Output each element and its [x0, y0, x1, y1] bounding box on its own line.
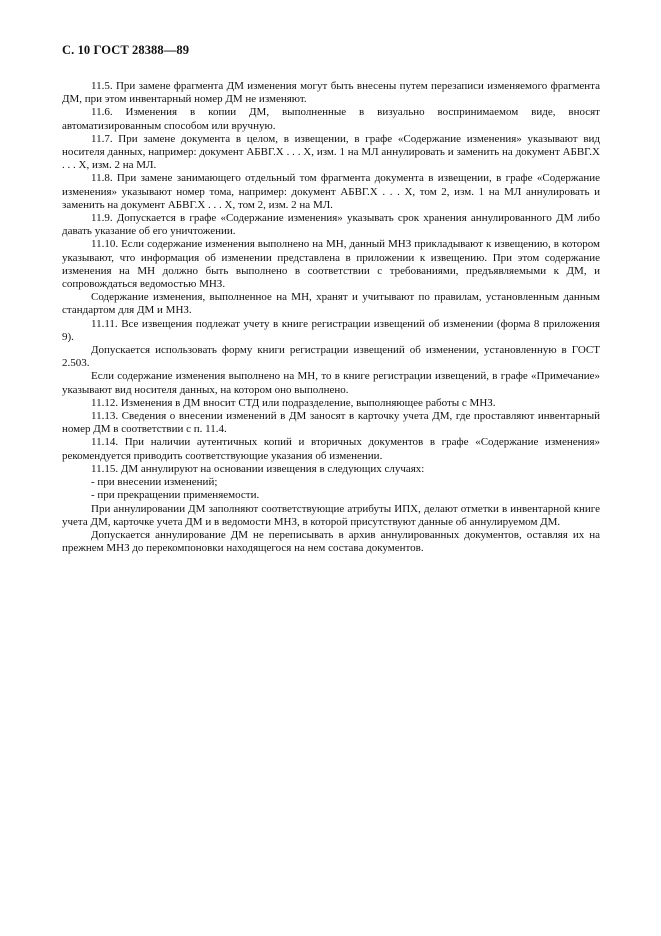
paragraph-11-11: 11.11. Все извещения подлежат учету в книге регистрации извещений об изменении (форма 8 приложения 9). [62, 317, 600, 343]
paragraph-annulment-note: Допускается аннулирование ДМ не переписывать в архив аннулированных документов, оставляя их на прежнем МНЗ до перекомпоновки находящегося на нем состава документов. [62, 528, 600, 555]
paragraph-11-10-note: Содержание изменения, выполненное на МН, хранят и учитывают по правилам, установленным данным стандартом для ДМ и МНЗ. [62, 291, 600, 317]
paragraph-11-7: 11.7. При замене документа в целом, в извещении, в графе «Содержание изменения» указывают вид носителя данных, например: документ АБВГ.Х . . . Х, изм. 1 на МЛ аннулировать и заменить на документ АБВГ.Х . . . Х, изм. 2 на МЛ. [62, 132, 600, 172]
paragraph-11-9: 11.9. Допускается в графе «Содержание изменения» указывать срок хранения аннулированного ДМ либо давать указание об его уничтожении. [62, 212, 600, 238]
body-text [62, 80, 600, 555]
list-item: - при прекращении применяемости. [91, 489, 260, 502]
paragraph-11-13: 11.13. Сведения о внесении изменений в ДМ заносят в карточку учета ДМ, где проставляют инвентарный номер ДМ в соответствии с п. 11.4. [62, 410, 600, 436]
list-item: - при внесении изменений; [91, 476, 218, 489]
paragraph-11-5: 11.5. При замене фрагмента ДМ изменения могут быть внесены путем перезаписи изменяемого фрагмента ДМ, при этом инвентарный номер ДМ не изменяют. [62, 80, 600, 106]
paragraph-11-11-note: Если содержание изменения выполнено на МН, то в книге регистрации извещений, в графе «Примечание» указывают вид носителя данных, на котором оно выполнено. [62, 370, 600, 396]
paragraph-11-6: 11.6. Изменения в копии ДМ, выполненные в визуально воспринимаемом виде, вносят автоматизированным способом или вручную. [62, 106, 600, 132]
paragraph-11-12: 11.12. Изменения в ДМ вносит СТД или подразделение, выполняющее работы с МНЗ. [91, 396, 496, 409]
paragraph-annulment: При аннулировании ДМ заполняют соответствующие атрибуты ИПХ, делают отметки в инвентарной книге учета ДМ, карточке учета ДМ и в ведомости МНЗ, в которой присутствуют данные об аннулируемом ДМ. [62, 502, 600, 528]
paragraph-11-10: 11.10. Если содержание изменения выполнено на МН, данный МНЗ прикладывают к извещению, в котором указывают, что информация об изменении представлена в приложении к извещению. При этом содержание изменения на МН должно быть выполнено в соответствии с требованиями, предъявляемыми к ДМ, и сопровождаться ведомостью МНЗ. [62, 238, 600, 291]
paragraph-11-14: 11.14. При наличии аутентичных копий и вторичных документов в графе «Содержание изменения» рекомендуется приводить соответствующие указания об изменении. [62, 436, 600, 462]
running-head: С. 10 ГОСТ 28388—89 [62, 43, 190, 57]
paragraph-11-8: 11.8. При замене занимающего отдельный том фрагмента документа в извещении, в графе «Содержание изменения» указывают номер тома, например: документ АБВГ.Х . . . Х, том 2, изм. 1 на МЛ аннулировать и заменить на документ АБВГ.Х . . . Х, том 2, изм. 2 на МЛ. [62, 172, 600, 211]
paragraph-11-15: 11.15. ДМ аннулируют на основании извещения в следующих случаях: [91, 462, 425, 475]
paragraph-11-11-form: Допускается использовать форму книги регистрации извещений об изменении, установленную в ГОСТ 2.503. [62, 344, 600, 370]
